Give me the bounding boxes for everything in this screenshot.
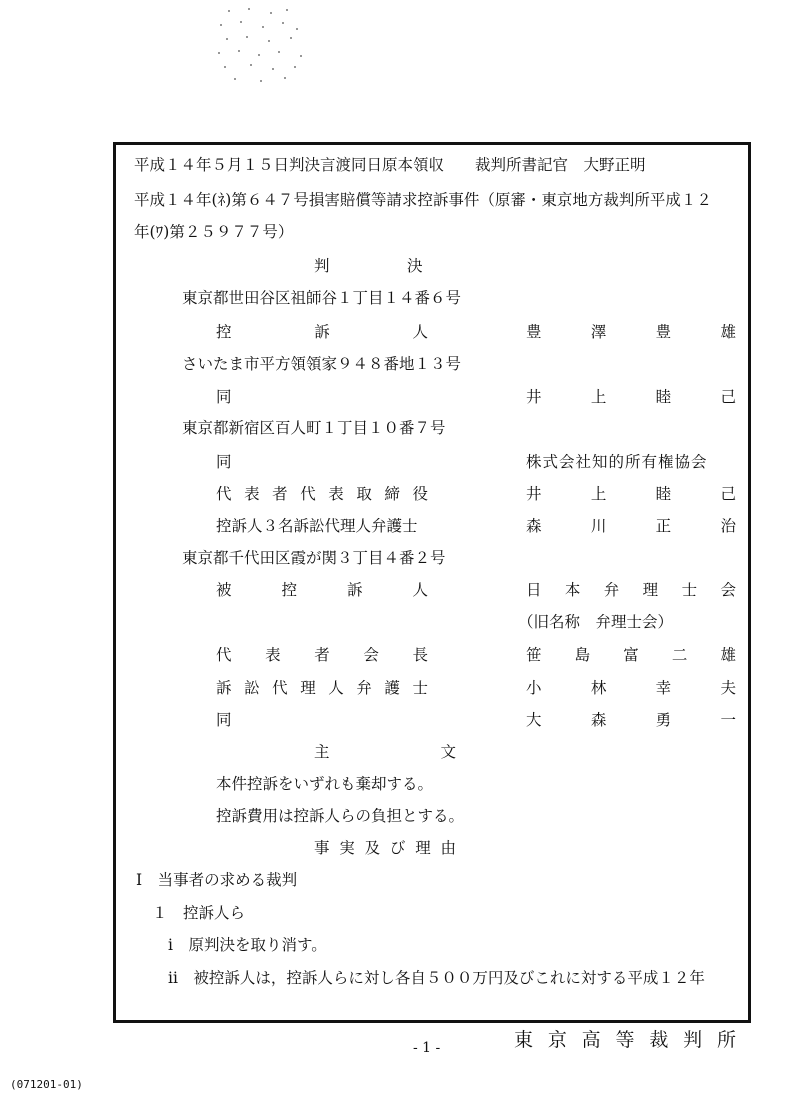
main-text-line-1: 本件控訴をいずれも棄却する。	[216, 775, 434, 793]
appellant-role-label: 控 訴 人	[216, 323, 428, 341]
judgment-heading: 判 決	[314, 257, 423, 275]
appellant-2-name: 井 上 睦 己	[526, 388, 736, 406]
same-label-1: 同	[216, 388, 232, 406]
appellee-counsel-1-name: 小 林 幸 夫	[526, 679, 736, 697]
claim-item-ii: ⅱ 被控訴人は，控訴人らに対し各自５００万円及びこれに対する平成１２年	[168, 969, 705, 987]
case-title-line1: 平成１４年(ﾈ)第６４７号損害賠償等請求控訴事件（原審・東京地方裁判所平成１２	[134, 191, 712, 209]
same-label-3: 同	[216, 711, 232, 729]
document-id: (071201-01)	[10, 1078, 83, 1091]
appellee-rep-role: 代 表 者 会 長	[216, 646, 428, 664]
appellee-counsel-2-name: 大 森 勇 一	[526, 711, 736, 729]
appellant-address-1: 東京都世田谷区祖師谷１丁目１４番６号	[182, 289, 462, 307]
claim-item-i: ⅰ 原判決を取り消す。	[168, 936, 327, 954]
representative-role: 代 表 者 代 表 取 締 役	[216, 485, 428, 503]
reasons-heading: 事 実 及 び 理 由	[314, 839, 456, 857]
main-text-line-2: 控訴費用は控訴人らの負担とする。	[216, 807, 465, 825]
same-label-2: 同	[216, 453, 232, 471]
case-title-line2: 年(ﾜ)第２５９７７号）	[134, 223, 294, 241]
appellant-address-3: 東京都新宿区百人町１丁目１０番７号	[182, 419, 446, 437]
representative-name: 井 上 睦 己	[526, 485, 736, 503]
appellee-role-label: 被 控 訴 人	[216, 581, 428, 599]
appellant-3-name: 株式会社知的所有権協会	[526, 453, 708, 471]
appellee-counsel-role: 訴 訟 代 理 人 弁 護 士	[216, 679, 428, 697]
scan-speckle	[210, 6, 310, 86]
receipt-line: 平成１４年５月１５日判決言渡同日原本領収 裁判所書記官 大野正明	[134, 156, 646, 174]
subsection-1-heading: １ 控訴人ら	[152, 904, 246, 922]
appellant-1-name: 豊 澤 豊 雄	[526, 323, 736, 341]
appellant-address-2: さいたま市平方領領家９４８番地１３号	[182, 355, 462, 373]
appellee-name: 日 本 弁 理 士 会	[526, 581, 736, 599]
page-number: - 1 -	[413, 1040, 441, 1056]
main-text-heading: 主 文	[314, 743, 456, 761]
appellee-address: 東京都千代田区霞が関３丁目４番２号	[182, 549, 446, 567]
court-name: 東 京 高 等 裁 判 所	[514, 1029, 736, 1051]
appellant-counsel-name: 森 川 正 治	[526, 517, 736, 535]
appellee-rep-name: 笹 島 富 二 雄	[526, 646, 736, 664]
appellee-former-name: （旧名称 弁理士会）	[518, 613, 674, 631]
appellant-counsel-role: 控訴人３名訴訟代理人弁護士	[216, 517, 418, 535]
section-1-heading: Ⅰ 当事者の求める裁判	[136, 871, 298, 889]
